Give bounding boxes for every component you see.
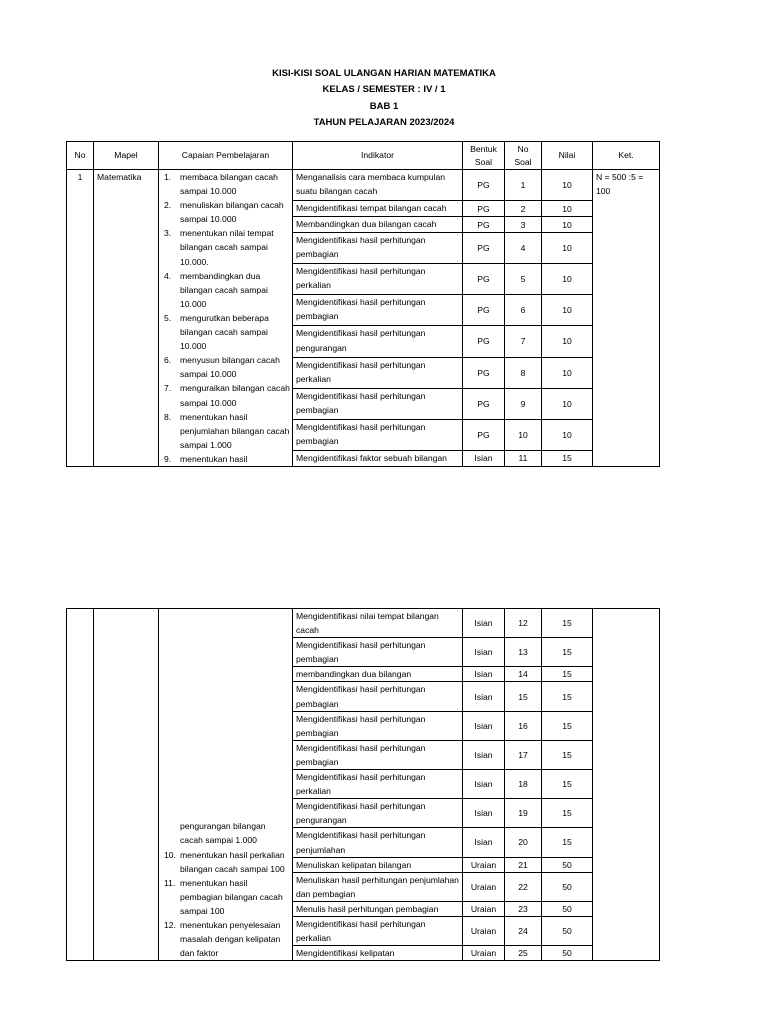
bentuk-soal-cell: Isian [463, 828, 505, 857]
no-soal-cell: 21 [505, 857, 542, 872]
col-no-soal: No Soal [505, 142, 542, 170]
indikator-cell: Mengidentifikasi hasil perhitungan pengurangan [293, 326, 463, 357]
nilai-cell: 10 [542, 326, 593, 357]
row-number: 1 [67, 170, 94, 467]
no-soal-cell: 1 [505, 170, 542, 201]
col-ket: Ket. [593, 142, 660, 170]
nilai-cell: 15 [542, 638, 593, 667]
bentuk-soal-cell: Uraian [463, 946, 505, 961]
capaian-item-number: 5. [164, 312, 172, 323]
no-soal-cell: 24 [505, 916, 542, 945]
no-soal-cell: 4 [505, 233, 542, 264]
academic-year: TAHUN PELAJARAN 2023/2024 [313, 116, 455, 128]
bentuk-soal-cell: Isian [463, 609, 505, 638]
no-soal-cell: 2 [505, 201, 542, 217]
capaian-continuation: pengurangan bilangan cacah sampai 1.000 [180, 821, 266, 846]
subject-cell-continued [94, 609, 159, 961]
no-soal-cell: 8 [505, 357, 542, 388]
capaian-item-number: 4. [164, 270, 172, 281]
nilai-cell: 10 [542, 201, 593, 217]
no-soal-cell: 25 [505, 946, 542, 961]
indikator-cell: Mengidentifikasi hasil perhitungan penjumlahan [293, 828, 463, 857]
capaian-item-text: menentukan hasil pembagian bilangan cacah sampai 100 [180, 877, 283, 916]
indikator-cell: Mengidentifikasi hasil perhitungan perkalian [293, 264, 463, 295]
indikator-cell: Mengidentifikasi faktor sebuah bilangan [293, 450, 463, 466]
nilai-cell: 50 [542, 946, 593, 961]
capaian-item-number: 3. [164, 228, 172, 239]
bentuk-soal-cell: PG [463, 388, 505, 419]
no-soal-cell: 16 [505, 711, 542, 740]
no-soal-cell: 17 [505, 740, 542, 769]
grid-table-page-2 [66, 608, 660, 961]
col-no: No [67, 142, 94, 170]
indikator-cell: Mengidentifikasi hasil perhitungan pembagian [293, 233, 463, 264]
bentuk-soal-cell: PG [463, 357, 505, 388]
bentuk-soal-cell: Isian [463, 770, 505, 799]
indikator-cell: Mengidentifikasi hasil perhitungan perkalian [293, 916, 463, 945]
bentuk-soal-cell: PG [463, 264, 505, 295]
nilai-cell: 15 [542, 450, 593, 466]
bentuk-soal-cell: Uraian [463, 901, 505, 916]
capaian-item-text: mengurutkan beberapa bilangan cacah sampai 10.000 [180, 312, 269, 352]
nilai-cell: 10 [542, 388, 593, 419]
indikator-cell: Mengidentifikasi hasil perhitungan pengurangan [293, 799, 463, 828]
capaian-item-text: menentukan penyelesaian masalah dengan kelipatan dan faktor [180, 919, 281, 959]
nilai-cell: 10 [542, 264, 593, 295]
indikator-cell: Menuliskan kelipatan bilangan [293, 857, 463, 872]
col-mapel: Mapel [94, 142, 159, 170]
nilai-cell: 50 [542, 916, 593, 945]
bentuk-soal-cell: Isian [463, 450, 505, 466]
nilai-cell: 15 [542, 828, 593, 857]
bentuk-soal-cell: PG [463, 217, 505, 233]
no-soal-cell: 10 [505, 419, 542, 450]
nilai-cell: 10 [542, 217, 593, 233]
indikator-cell: Mengidentifikasi hasil perhitungan pembagian [293, 295, 463, 326]
row-number-continued [67, 609, 94, 961]
indikator-cell: Mengidentifikasi hasil perhitungan pembagian [293, 638, 463, 667]
capaian-item [159, 918, 290, 960]
no-soal-cell: 13 [505, 638, 542, 667]
no-soal-cell: 20 [505, 828, 542, 857]
col-capaian: Capaian Pembelajaran [159, 142, 293, 170]
capaian-item-number: 2. [164, 200, 172, 211]
capaian-item-number: 8. [164, 411, 172, 422]
class-semester: KELAS / SEMESTER : IV / 1 [322, 84, 446, 96]
no-soal-cell: 7 [505, 326, 542, 357]
indikator-cell: Mengidentifikasi hasil perhitungan pembagian [293, 419, 463, 450]
bentuk-soal-cell: PG [463, 201, 505, 217]
capaian-item-number: 10. [164, 849, 176, 860]
capaian-item [159, 848, 290, 876]
nilai-cell: 10 [542, 233, 593, 264]
capaian-item-number: 7. [164, 383, 172, 394]
no-soal-cell: 19 [505, 799, 542, 828]
indikator-cell: Mengidentifikasi hasil perhitungan pembagian [293, 740, 463, 769]
no-soal-cell: 12 [505, 609, 542, 638]
capaian-item [159, 226, 290, 268]
nilai-cell: 10 [542, 295, 593, 326]
bentuk-soal-cell: Uraian [463, 872, 505, 901]
capaian-item-text: menyusun bilangan cacah sampai 10.000 [180, 355, 280, 380]
capaian-item-text: menuliskan bilangan cacah sampai 10.000 [180, 200, 284, 225]
indikator-cell: Menganalisis cara membaca kumpulan suatu bilangan cacah [293, 170, 463, 201]
nilai-cell: 10 [542, 419, 593, 450]
capaian-item-text: membandingkan dua bilangan cacah sampai 10.000 [180, 270, 268, 309]
capaian-item [159, 876, 290, 918]
bentuk-soal-cell: Isian [463, 667, 505, 682]
bentuk-soal-cell: Uraian [463, 916, 505, 945]
indikator-cell: Mengidentifikasi hasil perhitungan perkalian [293, 770, 463, 799]
capaian-item [159, 311, 290, 353]
indikator-cell: Mengidentifikasi hasil perhitungan pembagian [293, 711, 463, 740]
capaian-item-text: menentukan hasil perkalian bilangan cacah sampai 100 [180, 849, 285, 874]
bentuk-soal-cell: PG [463, 233, 505, 264]
bentuk-soal-cell: PG [463, 419, 505, 450]
indikator-cell: Menulis hasil perhitungan pembagian [293, 901, 463, 916]
capaian-item-number: 6. [164, 355, 172, 366]
no-soal-cell: 23 [505, 901, 542, 916]
col-indikator: Indikator [293, 142, 463, 170]
bentuk-soal-cell: PG [463, 170, 505, 201]
subject-cell: Matematika [94, 170, 159, 467]
indikator-cell: Mengidentifikasi tempat bilangan cacah [293, 201, 463, 217]
capaian-item-text: menentukan hasil penjumlahan bilangan cacah sampai 1.000 [180, 411, 290, 450]
capaian-item [159, 452, 290, 466]
nilai-cell: 10 [542, 170, 593, 201]
capaian-item [159, 170, 290, 198]
nilai-cell: 15 [542, 799, 593, 828]
header-row [67, 142, 660, 170]
capaian-cell-continued [159, 609, 293, 961]
bentuk-soal-cell: Isian [463, 638, 505, 667]
indikator-cell: Mengidentifikasi hasil perhitungan pembagian [293, 388, 463, 419]
capaian-item [159, 381, 290, 409]
bentuk-soal-cell: Uraian [463, 857, 505, 872]
capaian-item [159, 353, 290, 381]
remarks-cell-continued [593, 609, 660, 961]
indikator-cell: Membandingkan dua bilangan cacah [293, 217, 463, 233]
no-soal-cell: 5 [505, 264, 542, 295]
nilai-cell: 15 [542, 609, 593, 638]
capaian-cell [159, 170, 293, 467]
indikator-cell: Mengidentifikasi nilai tempat bilangan cacah [293, 609, 463, 638]
no-soal-cell: 6 [505, 295, 542, 326]
no-soal-cell: 14 [505, 667, 542, 682]
table-row [67, 170, 660, 201]
nilai-cell: 15 [542, 770, 593, 799]
capaian-item-number: 9. [164, 453, 172, 464]
nilai-cell: 15 [542, 667, 593, 682]
bentuk-soal-cell: Isian [463, 711, 505, 740]
col-nilai: Nilai [542, 142, 593, 170]
col-bentuk-soal: Bentuk Soal [463, 142, 505, 170]
indikator-cell: Mengidentifikasi hasil perhitungan perkalian [293, 357, 463, 388]
indikator-cell: membandingkan dua bilangan [293, 667, 463, 682]
capaian-item [159, 269, 290, 311]
capaian-item [159, 410, 290, 452]
bentuk-soal-cell: Isian [463, 799, 505, 828]
indikator-cell: Menuliskan hasil perhitungan penjumlahan dan pembagian [293, 872, 463, 901]
nilai-cell: 50 [542, 901, 593, 916]
nilai-cell: 10 [542, 357, 593, 388]
chapter: BAB 1 [369, 100, 399, 112]
document-title: KISI-KISI SOAL ULANGAN HARIAN MATEMATIKA [272, 68, 496, 79]
nilai-cell: 15 [542, 711, 593, 740]
grid-table-page-1 [66, 141, 660, 467]
bentuk-soal-cell: Isian [463, 740, 505, 769]
nilai-cell: 50 [542, 872, 593, 901]
remarks-cell: N = 500 :5 = 100 [593, 170, 660, 467]
indikator-cell: Mengidentifikasi kelipatan [293, 946, 463, 961]
document-header [0, 66, 768, 131]
table-row [67, 609, 660, 638]
capaian-item-text: membaca bilangan cacah sampai 10.000 [180, 172, 278, 197]
bentuk-soal-cell: Isian [463, 682, 505, 711]
nilai-cell: 15 [542, 682, 593, 711]
no-soal-cell: 11 [505, 450, 542, 466]
bentuk-soal-cell: PG [463, 295, 505, 326]
bentuk-soal-cell: PG [463, 326, 505, 357]
capaian-item [159, 198, 290, 226]
capaian-item-text: menentukan hasil [180, 453, 248, 464]
no-soal-cell: 3 [505, 217, 542, 233]
capaian-item-number: 12. [164, 919, 176, 930]
no-soal-cell: 9 [505, 388, 542, 419]
no-soal-cell: 15 [505, 682, 542, 711]
capaian-item-text: menguraikan bilangan cacah sampai 10.000 [180, 383, 290, 408]
nilai-cell: 15 [542, 740, 593, 769]
capaian-item-number: 11. [164, 877, 176, 888]
no-soal-cell: 18 [505, 770, 542, 799]
capaian-item-number: 1. [164, 172, 172, 182]
no-soal-cell: 22 [505, 872, 542, 901]
nilai-cell: 50 [542, 857, 593, 872]
capaian-item-text: menentukan nilai tempat bilangan cacah sampai 10.000. [180, 228, 274, 267]
indikator-cell: Mengidentifikasi hasil perhitungan pembagian [293, 682, 463, 711]
